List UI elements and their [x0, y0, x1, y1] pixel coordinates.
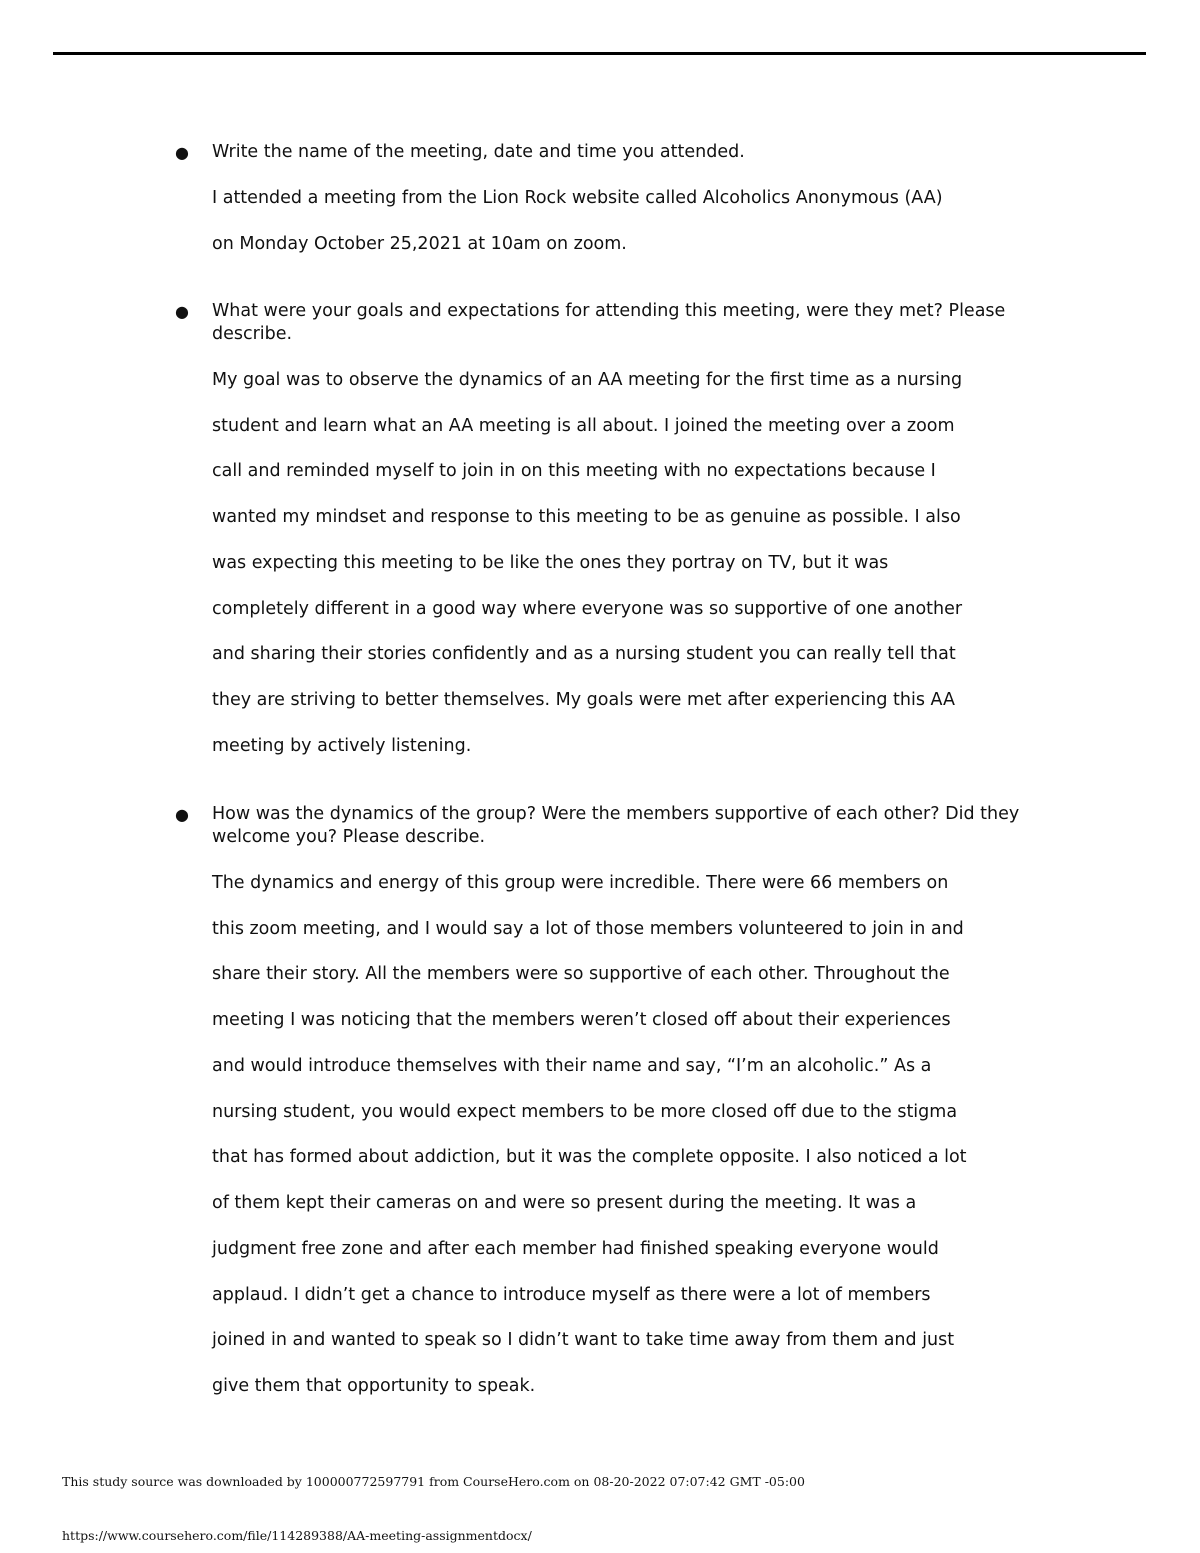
question-text: How was the dynamics of the group? Were the members supportive of each other? Did they welcome you? Please describe.: [212, 804, 1020, 847]
answer-line: was expecting this meeting to be like the ones they portray on TV, but it was: [212, 553, 889, 573]
footer-url-link[interactable]: https://www.coursehero.com/file/114289388/AA-meeting-assignmentdocx/: [62, 1528, 532, 1543]
answer-line: of them kept their cameras on and were so present during the meeting. It was a: [212, 1193, 917, 1213]
answer-line: meeting I was noticing that the members weren’t closed off about their experiences: [212, 1010, 951, 1030]
answer-line: and would introduce themselves with their name and say, “I’m an alcoholic.” As a: [212, 1056, 932, 1076]
answer-line: The dynamics and energy of this group were incredible. There were 66 members on: [212, 873, 949, 893]
answer-line: that has formed about addiction, but it was the complete opposite. I also noticed a lot: [212, 1147, 967, 1167]
answer-line: on Monday October 25,2021 at 10am on zoom.: [212, 234, 627, 254]
question-text: Write the name of the meeting, date and time you attended.: [212, 142, 745, 162]
answer-line: this zoom meeting, and I would say a lot of those members volunteered to join in and: [212, 919, 964, 939]
answer-line: they are striving to better themselves. My goals were met after experiencing this AA: [212, 690, 955, 710]
answer-line: I attended a meeting from the Lion Rock website called Alcoholics Anonymous (AA): [212, 188, 943, 208]
answer-line: judgment free zone and after each member had finished speaking everyone would: [212, 1239, 939, 1259]
answer-line: completely different in a good way where everyone was so supportive of one another: [212, 599, 963, 619]
answer-line: nursing student, you would expect members to be more closed off due to the stigma: [212, 1102, 958, 1122]
answer-line: call and reminded myself to join in on this meeting with no expectations because I: [212, 461, 936, 481]
bullet-icon: ●: [175, 302, 189, 321]
answer-line: student and learn what an AA meeting is all about. I joined the meeting over a zoom: [212, 416, 955, 436]
question-text: What were your goals and expectations for attending this meeting, were they met? Please describe.: [212, 301, 1006, 344]
top-horizontal-rule: [53, 52, 1146, 55]
answer-line: and sharing their stories confidently and as a nursing student you can really tell that: [212, 644, 956, 664]
answer-line: meeting by actively listening.: [212, 736, 472, 756]
bullet-icon: ●: [175, 143, 189, 162]
answer-line: share their story. All the members were so supportive of each other. Throughout the: [212, 964, 950, 984]
answer-line: My goal was to observe the dynamics of an AA meeting for the first time as a nursing: [212, 370, 963, 390]
answer-line: give them that opportunity to speak.: [212, 1376, 536, 1396]
answer-line: wanted my mindset and response to this meeting to be as genuine as possible. I also: [212, 507, 961, 527]
answer-line: joined in and wanted to speak so I didn’t want to take time away from them and just: [212, 1330, 955, 1350]
bullet-icon: ●: [175, 805, 189, 824]
answer-line: applaud. I didn’t get a chance to introduce myself as there were a lot of members: [212, 1285, 931, 1305]
footer-source-note: This study source was downloaded by 100000772597791 from CourseHero.com on 08-20-2022 07:07:42 GMT -05:00: [62, 1474, 805, 1489]
